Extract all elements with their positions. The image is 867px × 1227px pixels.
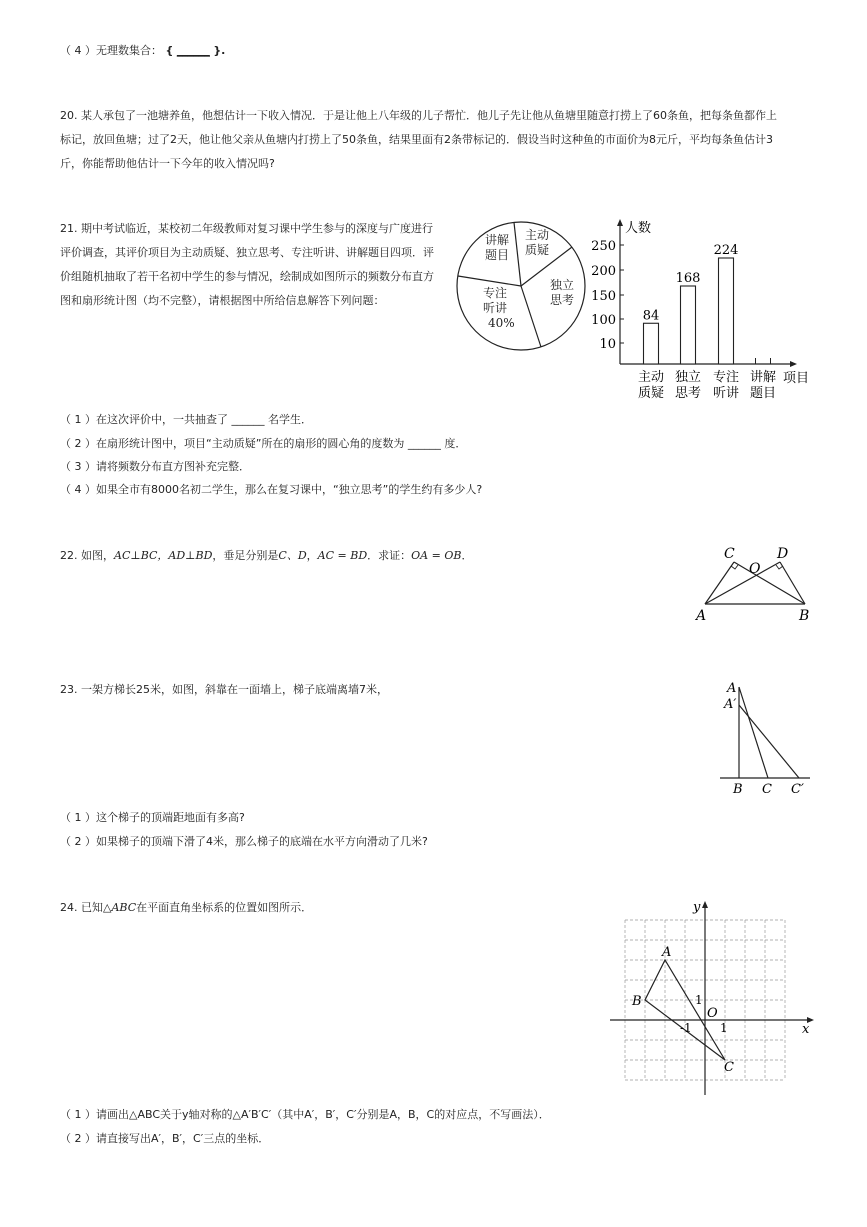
q24-grid-figure [605,895,820,1100]
q24-text: 24. 已知 [60,901,103,914]
pie-label-think: 思考 [550,293,575,307]
q22-text: ， [306,549,318,562]
label-C: C [724,1060,734,1075]
pie-divider [514,222,521,286]
x-tick-label: 专注 [712,370,740,385]
bar-value-label: 84 [642,308,660,324]
tick-label-x1: 1 [720,1021,728,1035]
label-A: A [662,945,672,960]
q22-goal: OA = OB [411,549,462,562]
label-A: A [727,681,737,696]
y-axis-arrow [702,901,708,908]
label-O: O [707,1006,718,1021]
label-y: y [693,900,701,915]
y-tick-label: 250 [591,239,616,254]
q20-line3: 斤，你能帮助他估计一下今年的收入情况吗? [60,157,275,170]
q21-sub3: （ 3 ）请将频数分布直方图补充完整． [60,460,250,473]
q22-condition: AC⊥BC，AD⊥BD [114,549,213,562]
q22-feet: C、D [278,549,307,562]
pie-label-explain: 讲解 [485,233,510,247]
pie-label-listen-pct: 40% [488,316,515,330]
q24-sub2: （ 2 ）请直接写出A′，B′，C′三点的坐标． [60,1132,270,1145]
q22-text: ，垂足分别是 [212,549,279,562]
q22-text: 22. 如图， [60,549,114,562]
segment-AC [705,562,734,604]
y-axis-label: 人数 [625,221,652,236]
label-A-prime: A′ [724,697,737,712]
q22-text: ．求证： [367,549,412,562]
pie-label-listen: 专注 [483,286,508,300]
q21-sub2: （ 2 ）在扇形统计图中，项目“主动质疑”所在的扇形的圆心角的度数为 ______ 度． [60,437,467,450]
x-tick-label: 质疑 [637,386,665,401]
label-O: O [749,561,761,577]
ladder-AC [739,687,768,778]
x-tick-label: 讲解 [749,370,777,385]
q21-line4: 图和扇形统计图（均不完整），请根据图中所给信息解答下列问题： [60,294,385,307]
question-22 [60,549,472,563]
pie-label-listen: 听讲 [483,301,508,315]
pie-label-think: 独立 [550,278,575,292]
q19-part4 [60,44,225,58]
pie-divider [521,286,541,347]
q20-line2: 标记，放回鱼塘；过了2天，他让他父亲从鱼塘内打捞上了50条鱼，结果里面有2条带标记的．假设当时这种鱼的市面价为8元斤，平均每条鱼估计3 [60,133,773,146]
y-tick-label: 150 [591,289,616,304]
q23-stem: 23. 一架方梯长25米，如图，斜靠在一面墙上，梯子底端离墙7米， [60,683,388,696]
bar [719,258,734,364]
x-tick-label: 主动 [637,370,665,385]
q21-line3: 价组随机抽取了若干名初中学生的参与情况，绘制成如图所示的频数分布直方 [60,270,434,283]
bar-value-label: 168 [675,271,701,286]
q23-sub1: （ 1 ）这个梯子的顶端距地面有多高? [60,811,245,824]
q22-figure [690,542,815,624]
q24-triangle: △ABC [103,901,137,914]
pie-chart [455,215,590,355]
q24-text: 在平面直角坐标系的位置如图所示． [136,901,313,914]
bar-chart [591,215,820,405]
pie-label-explain: 题目 [485,248,510,262]
y-tick-label: 200 [591,264,616,279]
pie-label-ask: 质疑 [525,243,550,257]
bar [681,286,696,364]
answer-blank: ______ [176,44,210,57]
q20-line1: 20. 某人承包了一池塘养鱼，他想估计一下收入情况．于是让他上八年级的儿子帮忙．他儿子先让他从鱼塘里随意打捞上了60条鱼，把每条鱼都作上 [60,109,777,122]
label-C-prime: C′ [791,782,804,797]
pie-label-ask: 主动 [525,228,550,242]
q22-text: ． [461,549,473,562]
q22-equal: AC = BD [317,549,368,562]
q23-sub2: （ 2 ）如果梯子的顶端下滑了4米，那么梯子的底端在水平方向滑动了几米? [60,835,428,848]
y-tick-label: 100 [591,313,616,328]
label-B: B [799,608,810,624]
y-axis-arrow [617,219,623,226]
x-tick-label: 思考 [674,386,702,401]
label-C: C [762,782,772,797]
x-tick-label: 独立 [674,370,702,385]
bar-value-label: 224 [713,243,739,258]
bar [644,323,659,364]
label-D: D [777,546,789,562]
label-B: B [733,782,743,797]
q23-figure [715,675,815,800]
q24-sub1: （ 1 ）请画出△ABC关于y轴对称的△A′B′C′（其中A′，B′，C′分别是A，B，C的对应点，不写画法）． [60,1108,550,1121]
tick-label-xneg1: -1 [680,1021,692,1035]
brace-close: }. [213,44,226,57]
q21-sub1: （ 1 ）在这次评价中，一共抽查了 ______ 名学生． [60,413,312,426]
label-A: A [696,608,707,624]
x-axis-arrow [790,361,797,367]
x-tick-label: 题目 [749,386,777,401]
label-B: B [632,994,642,1009]
pie-divider [458,276,521,286]
q21-line2: 评价调查，其评价项目为主动质疑、独立思考、专注听讲、讲解题目四项．评 [60,246,434,259]
q24-stem [60,901,312,915]
q19-part4-text: （ 4 ）无理数集合： [60,44,162,57]
label-x: x [802,1022,810,1037]
segment-DB [780,562,805,604]
ladder-A1C1 [739,705,799,778]
tick-label-y1: 1 [695,993,703,1007]
q21-sub4: （ 4 ）如果全市有8000名初二学生，那么在复习课中，“独立思考”的学生约有多少人? [60,483,483,496]
x-axis-label: 项目 [783,371,810,386]
q21-line1: 21. 期中考试临近，某校初二年级教师对复习课中学生参与的深度与广度进行 [60,222,433,235]
label-C: C [724,546,735,562]
y-tick-label: 10 [599,337,616,352]
x-tick-label: 听讲 [712,386,740,401]
brace-open: { [165,44,174,57]
